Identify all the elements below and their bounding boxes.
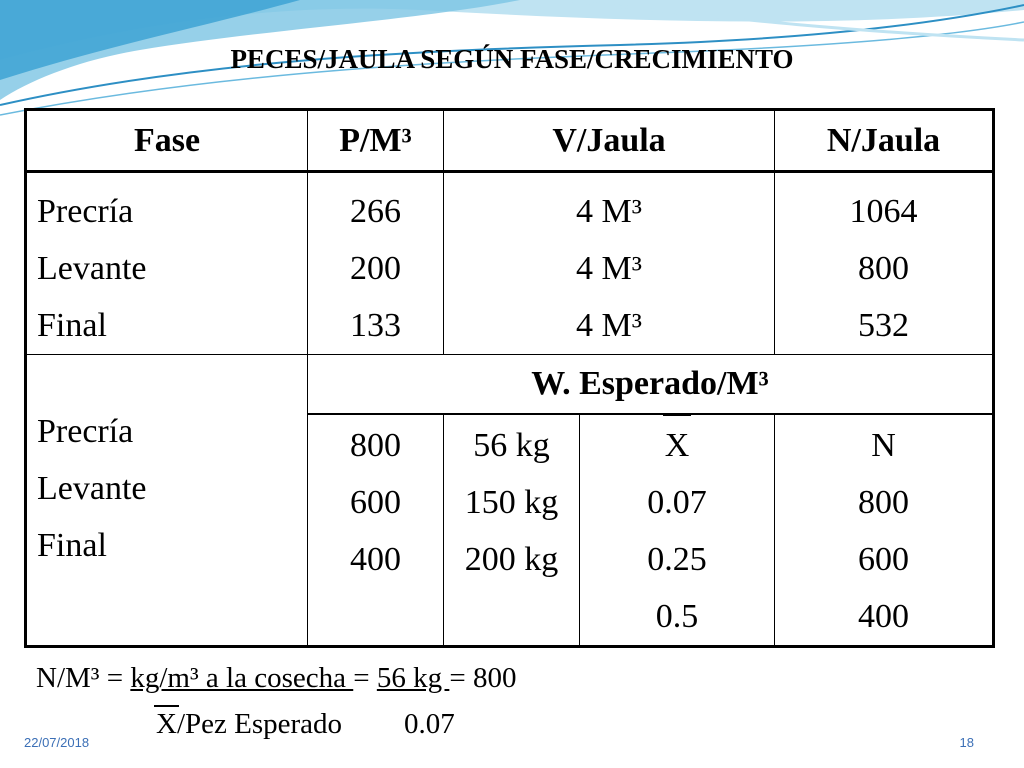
top-fase-final: Final (37, 307, 107, 344)
formula-x-bar: X (156, 708, 177, 740)
formula-numerator: kg/m³ a la cosecha (130, 662, 354, 694)
formula-lhs: N/M³ = (36, 662, 131, 694)
fish-cage-table (24, 108, 995, 648)
bottom-fase-precria: Precría (37, 413, 134, 450)
bottom-col1-value: 400 (350, 541, 401, 578)
top-n-value: 800 (858, 250, 910, 287)
top-fase-cell (26, 172, 308, 355)
formula-line-1 (36, 662, 516, 695)
top-v-value: 4 M³ (576, 250, 642, 287)
bottom-col1-value: 800 (350, 427, 401, 464)
x-bar-heading: X (665, 417, 690, 474)
bottom-col4-value: 800 (858, 484, 910, 521)
bottom-col1-cell (308, 414, 444, 647)
header-v-jaula: V/Jaula (444, 110, 775, 172)
bottom-fase-final: Final (37, 527, 107, 564)
top-p-value: 133 (350, 307, 401, 344)
bottom-col3-cell (580, 414, 775, 647)
formula-num2: 56 kg (376, 662, 450, 694)
formula-denom-rest: /Pez Esperado (176, 708, 343, 740)
bottom-col2-value: 56 kg (473, 427, 550, 464)
top-n-cell (775, 172, 994, 355)
bottom-fase-levante: Levante (37, 470, 147, 507)
top-fase-levante: Levante (37, 250, 147, 287)
top-n-value: 1064 (849, 193, 918, 230)
footer-date: 22/07/2018 (24, 735, 90, 750)
bottom-col1-value: 600 (350, 484, 401, 521)
bottom-col4-cell (775, 414, 994, 647)
top-p-value: 200 (350, 250, 401, 287)
bottom-col3-value: 0.5 (655, 598, 699, 635)
top-n-value: 532 (858, 307, 910, 344)
formula-denom-value: 0.07 (404, 708, 455, 740)
top-p-value: 266 (350, 193, 401, 230)
header-w-esperado: W. Esperado/M³ (308, 355, 994, 415)
header-p-m3: P/M³ (308, 110, 444, 172)
top-v-value: 4 M³ (576, 193, 642, 230)
n-heading: N (871, 427, 896, 464)
header-n-jaula: N/Jaula (775, 110, 994, 172)
formula-eq1: = (353, 662, 377, 694)
header-fase: Fase (26, 110, 308, 172)
bottom-col2-value: 200 kg (464, 541, 559, 578)
page-number: 18 (959, 735, 974, 750)
bottom-fase-cell (26, 355, 308, 647)
top-p-cell (308, 172, 444, 355)
slide-title: PECES/JAULA SEGÚN FASE/CRECIMIENTO (230, 44, 794, 74)
bottom-col2-cell (444, 414, 580, 647)
bottom-col4-value: 600 (858, 541, 910, 578)
bottom-col3-value: 0.07 (647, 484, 707, 521)
formula-line-2 (156, 708, 455, 741)
formula-eq2: = 800 (449, 662, 517, 694)
top-v-value: 4 M³ (576, 307, 642, 344)
bottom-col3-value: 0.25 (647, 541, 707, 578)
top-fase-precria: Precría (37, 193, 134, 230)
bottom-col2-value: 150 kg (464, 484, 559, 521)
top-v-cell (444, 172, 775, 355)
bottom-col4-value: 400 (858, 598, 910, 635)
